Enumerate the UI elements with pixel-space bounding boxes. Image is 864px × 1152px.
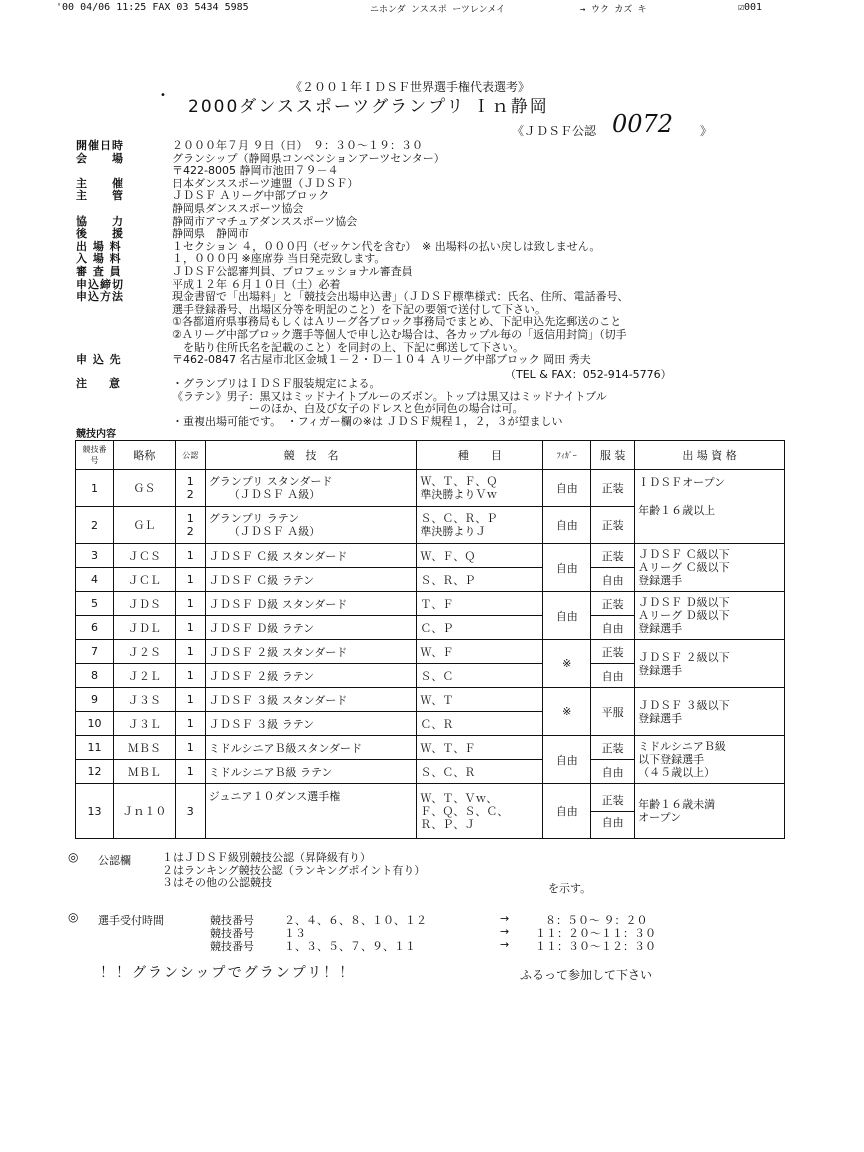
- info-line: 静岡県ダンススポーツ協会: [172, 201, 304, 215]
- cell-abbr: ＧＬ: [113, 507, 175, 544]
- cell-cert: 1: [175, 544, 205, 568]
- cell-dances: Ｃ、Ｐ: [417, 616, 543, 640]
- cert-note-line: １はＪＤＳＦ級別競技公認（昇降級有り）: [162, 851, 371, 864]
- reception-numbers: １、３、５、７、９、１１: [284, 940, 416, 953]
- cell-dress: 正装: [591, 507, 635, 544]
- cell-name: ＪＤＳＦ Ｄ級 ラテン: [205, 616, 417, 640]
- cell-no: 4: [76, 568, 114, 592]
- dances-line: 準決勝よりＪ: [420, 525, 487, 538]
- notes-label: 注 意: [76, 377, 120, 390]
- reception-time: １１：３０～１２：３０: [535, 940, 656, 953]
- info-line: 〒422-8005 静岡市池田７９－４: [172, 164, 339, 178]
- info-row-venue: [76, 153, 856, 178]
- cell-cert: 1: [175, 568, 205, 592]
- qual-spacer: [638, 490, 781, 502]
- cell-abbr: ＪＤＬ: [113, 616, 175, 640]
- info-row-date: [76, 140, 856, 153]
- cell-abbr: ＧＳ: [113, 470, 175, 507]
- title-bullet: •: [160, 90, 166, 101]
- qual-line: 登録選手: [638, 711, 683, 725]
- arrow-right-icon: →: [500, 938, 510, 951]
- header-event-name: 競 技 名: [205, 441, 417, 470]
- cell-abbr: ＭＢＳ: [113, 736, 175, 760]
- cell-cert: [175, 507, 205, 544]
- reception-numbers: １３: [284, 927, 306, 940]
- cell-abbr: Ｊｎ１０: [113, 784, 175, 839]
- info-line: １セクション ４，０００円（ゼッケン代を含む） ※ 出場料の払い戻しは致しません。: [172, 239, 601, 253]
- dances-line: Ｒ、Ｐ、Ｊ: [420, 817, 476, 831]
- info-line: 〒462-0847 名古屋市北区金城１－２・Ｄ－１０４ Ａリーグ中部ブロック 岡田 秀夫: [172, 353, 591, 367]
- cell-name: ＪＤＳＦ Ｃ級 スタンダード: [205, 544, 417, 568]
- cell-dances: Ｗ、Ｆ、Ｑ: [417, 544, 543, 568]
- cell-dress: 自由: [591, 568, 635, 592]
- cert-note-end: を示す。: [548, 882, 592, 895]
- cell-abbr: ＪＤＳ: [113, 592, 175, 616]
- cell-cert: [175, 470, 205, 507]
- info-value: [172, 266, 413, 279]
- cell-qualification: [635, 784, 785, 839]
- cell-no: 11: [76, 736, 114, 760]
- notes-lines: [172, 378, 607, 428]
- cell-name: ＪＤＳＦ Ｃ級 ラテン: [205, 568, 417, 592]
- arrow-right-icon: →: [500, 925, 510, 938]
- header-dances: 種 目: [417, 441, 543, 470]
- cell-name: ＪＤＳＦ ２級 スタンダード: [205, 640, 417, 664]
- cell-dress: 正装: [591, 544, 635, 568]
- arrow-right-icon: →: [500, 912, 510, 925]
- info-line: 静岡市アマチュアダンススポーツ協会: [172, 214, 358, 228]
- qual-line: 年齢１６歳以上: [638, 504, 716, 517]
- info-label: 出 場 料: [76, 239, 122, 253]
- cell-figure: 自由: [543, 507, 591, 544]
- info-row-management: [76, 190, 856, 215]
- cell-no: 9: [76, 688, 114, 712]
- cell-abbr: Ｊ２Ｓ: [113, 640, 175, 664]
- header-certification: 公認: [175, 441, 205, 470]
- info-label: 申込方法: [76, 290, 124, 304]
- cell-no: 13: [76, 784, 114, 839]
- reception-time: １１：２０～１１：３０: [535, 927, 656, 940]
- table-row: [76, 544, 785, 568]
- cert-note-label: 公認欄: [98, 854, 131, 867]
- cell-name: ジュニア１０ダンス選手権: [205, 784, 417, 839]
- cell-dress: [591, 784, 635, 839]
- reception-key: 競技番号: [210, 914, 254, 927]
- cell-dress: 正装: [591, 640, 635, 664]
- info-row-judges: [76, 266, 856, 279]
- info-label: 申 込 先: [76, 353, 122, 367]
- qual-line: （４５歳以上）: [638, 766, 716, 779]
- cell-name: [205, 470, 417, 507]
- note-line: ・重複出場可能です。 ・フィガー欄の※は ＪＤＳＦ規程１，２，３が望ましい: [172, 414, 563, 428]
- cell-qualification: [635, 736, 785, 784]
- info-label: 開催日時: [76, 139, 124, 152]
- qual-line: ＪＤＳＦ Ｃ級以下: [638, 548, 730, 561]
- info-value: [172, 190, 329, 215]
- cell-cert: 1: [175, 688, 205, 712]
- cert-value: 2: [186, 488, 194, 501]
- cell-dances: Ｗ、Ｔ: [417, 688, 543, 712]
- cell-qualification: [635, 592, 785, 640]
- cell-no: 1: [76, 470, 114, 507]
- info-value: [172, 354, 591, 367]
- qual-line: ミドルシニアＢ級: [638, 740, 726, 753]
- cell-dress: 正装: [591, 736, 635, 760]
- cell-abbr: Ｊ３Ｌ: [113, 712, 175, 736]
- dress-line: 自由: [591, 811, 634, 829]
- cell-abbr: Ｊ２Ｌ: [113, 664, 175, 688]
- cell-cert: 3: [175, 784, 205, 839]
- header-abbreviation: 略称: [113, 441, 175, 470]
- info-label: 主 催: [76, 176, 124, 190]
- cell-dances: Ｓ、Ｒ、Ｐ: [417, 568, 543, 592]
- info-row-address: [76, 354, 856, 367]
- info-value: [172, 228, 249, 241]
- info-label: 入 場 料: [76, 252, 122, 266]
- cell-abbr: ＪＣＳ: [113, 544, 175, 568]
- info-label: 後 援: [76, 227, 124, 241]
- cell-no: 3: [76, 544, 114, 568]
- cell-no: 10: [76, 712, 114, 736]
- cert-note-line: ２はランキング競技公認（ランキングポイント有り）: [162, 863, 426, 877]
- cell-name: ＪＤＳＦ ３級 ラテン: [205, 712, 417, 736]
- cell-abbr: ＪＣＬ: [113, 568, 175, 592]
- cell-name: ミドルシニアＢ級スタンダード: [205, 736, 417, 760]
- contact-phone: （TEL & FAX：052-914-5776）: [505, 368, 672, 381]
- qual-line: 登録選手: [638, 622, 683, 635]
- qual-line: ＪＤＳＦ Ｄ級以下: [638, 596, 730, 609]
- certification-close: 》: [700, 124, 713, 138]
- name-line: グランプリ スタンダード: [208, 475, 333, 488]
- header-event-no: 競技番号: [76, 441, 114, 470]
- cell-cert: 1: [175, 640, 205, 664]
- cell-dress: 正装: [591, 592, 635, 616]
- info-label: 審 査 員: [76, 264, 122, 278]
- note-line: ・グランプリはＩＤＳＦ服装規定による。: [172, 377, 381, 390]
- cell-dances: [417, 470, 543, 507]
- qual-line: ＪＤＳＦ ３級以下: [638, 698, 730, 712]
- notes-block: [76, 378, 607, 428]
- cert-note-line: ３はその他の公認競技: [162, 876, 272, 890]
- cell-dress: 自由: [591, 664, 635, 688]
- cell-dances: [417, 507, 543, 544]
- info-line: ＪＤＳＦ Ａリーグ中部ブロック: [172, 189, 330, 203]
- header-qualification: 出 場 資 格: [635, 441, 785, 470]
- cert-value: 1: [186, 475, 194, 488]
- qual-line: ＩＤＳＦオープン: [638, 476, 726, 489]
- cell-dress: 正装: [591, 470, 635, 507]
- info-line: 平成１２年 ６月１０日（土）必着: [172, 277, 341, 291]
- info-line: １，０００円 ※座席券 当日発売致します。: [172, 252, 386, 266]
- info-value: [172, 291, 629, 354]
- events-label: 競技内容: [76, 429, 116, 440]
- cert-note-mark: ◎: [68, 850, 79, 864]
- table-row: [76, 736, 785, 760]
- dances-line: 準決勝よりＶｗ: [420, 488, 498, 501]
- info-line: を貼り住所氏名を記載のこと）を同封の上、下記に郵送して下さい。: [172, 340, 524, 354]
- cell-dances: Ｗ、Ｆ: [417, 640, 543, 664]
- cell-name: ＪＤＳＦ Ｄ級 スタンダード: [205, 592, 417, 616]
- qual-line: 以下登録選手: [638, 753, 705, 766]
- notes-row: [76, 378, 607, 428]
- cell-no: 2: [76, 507, 114, 544]
- qual-line: オープン: [638, 811, 682, 824]
- info-line: グランシップ（静岡県コンベンションアーツセンター）: [172, 151, 445, 165]
- qual-line: 登録選手: [638, 574, 683, 587]
- cell-figure: 自由: [543, 592, 591, 640]
- cell-dress: 自由: [591, 760, 635, 784]
- info-label: 主 管: [76, 189, 124, 203]
- table-row: [76, 640, 785, 664]
- info-line: 選手登録番号、出場区分等を明記のこと）を下記の要領で送付して下さい。: [172, 302, 546, 316]
- cell-qualification: [635, 640, 785, 688]
- cell-figure: ※: [543, 688, 591, 736]
- cell-figure: 自由: [543, 544, 591, 592]
- qual-line: ＪＤＳＦ ２級以下: [638, 650, 730, 664]
- cell-name: ＪＤＳＦ ２級 ラテン: [205, 664, 417, 688]
- fax-sender-line: '00 04/06 11:25 FAX 03 5434 5985: [56, 2, 249, 13]
- table-row: [76, 784, 785, 839]
- note-line: 《ラテン》男子：黒又はミッドナイトブルーのズボン。トップは黒又はミッドナイトブル: [172, 389, 607, 403]
- reception-time: ８：５０～ ９：２０: [545, 914, 648, 927]
- fax-sender-name: ニホンダ ンススポ ーツレンメイ: [370, 5, 506, 15]
- info-value: [172, 140, 423, 153]
- cell-dances: Ｃ、Ｒ: [417, 712, 543, 736]
- cell-dances: Ｓ、Ｃ: [417, 664, 543, 688]
- fax-recipient: → ウク カズ キ: [580, 5, 647, 15]
- qual-line: Ａリーグ Ｄ級以下: [638, 609, 730, 622]
- slogan-tail: ふるって参加して下さい: [520, 968, 653, 982]
- cell-cert: 1: [175, 736, 205, 760]
- cell-dress: 平服: [591, 688, 635, 736]
- cell-no: 6: [76, 616, 114, 640]
- table-row: [76, 688, 785, 712]
- dress-line: 正装: [601, 793, 624, 807]
- cell-qualification: [635, 544, 785, 592]
- table-header-row: [76, 441, 785, 470]
- info-line: 日本ダンススポーツ連盟（ＪＤＳＦ）: [172, 176, 359, 190]
- info-line: ②Ａリーグ中部ブロック選手等個人で申し込む場合は、各カップル毎の「返信用封筒」（切手: [172, 327, 627, 341]
- info-label: 申込締切: [76, 277, 124, 291]
- cell-abbr: ＭＢＬ: [113, 760, 175, 784]
- reception-mark: ◎: [68, 910, 79, 924]
- cell-no: 5: [76, 592, 114, 616]
- cell-dances: [417, 784, 543, 839]
- info-line: ＪＤＳＦ公認審判員、プロフェッショナル審査員: [172, 264, 413, 278]
- info-label: 協 力: [76, 214, 124, 228]
- cell-qualification: [635, 688, 785, 736]
- cell-figure: ※: [543, 640, 591, 688]
- info-value: [172, 153, 445, 178]
- slogan: ！！グランシップでグランプリ！！: [100, 965, 356, 981]
- document-subtitle: 《２００１年ＩＤＳＦ世界選手権代表選考》: [290, 80, 531, 94]
- name-line: （ＪＤＳＦ Ａ級）: [228, 488, 321, 501]
- qual-line: 年齢１６歳未満: [638, 798, 716, 811]
- event-info-list: [76, 140, 856, 367]
- note-line: ーのほか、白及び女子のドレスと色が同色の場合は可。: [172, 402, 524, 416]
- qual-line: 登録選手: [638, 663, 683, 677]
- header-dress: 服 装: [591, 441, 635, 470]
- events-table: [75, 440, 785, 839]
- fax-page-number: ☑001: [738, 2, 763, 13]
- reception-numbers: ２、４、６、８、１０、１２: [284, 914, 427, 927]
- cell-dances: Ｗ、Ｔ、Ｆ: [417, 736, 543, 760]
- info-row-method: [76, 291, 856, 354]
- name-line: （ＪＤＳＦ Ａ級）: [228, 525, 321, 538]
- cell-cert: 1: [175, 592, 205, 616]
- cert-value: 2: [186, 525, 194, 538]
- cell-name: ミドルシニアＢ級 ラテン: [205, 760, 417, 784]
- cert-value: 1: [186, 512, 194, 525]
- cell-cert: 1: [175, 712, 205, 736]
- cell-cert: 1: [175, 760, 205, 784]
- info-line: 現金書留で「出場料」と「競技会出場申込書」（ＪＤＳＦ標準様式：氏名、住所、電話番号、: [172, 290, 629, 304]
- info-label: 会 場: [76, 151, 124, 165]
- cell-dress: 自由: [591, 616, 635, 640]
- dances-line: Ｆ、Ｑ、Ｓ、Ｃ、: [420, 804, 509, 818]
- info-line: 静岡県 静岡市: [172, 227, 249, 241]
- dances-line: Ｓ、Ｃ、Ｒ、Ｐ: [420, 512, 498, 525]
- table-row: [76, 470, 785, 507]
- cell-figure: 自由: [543, 784, 591, 839]
- cell-no: 7: [76, 640, 114, 664]
- cell-qualification: [635, 470, 785, 544]
- cell-no: 12: [76, 760, 114, 784]
- cell-abbr: Ｊ３Ｓ: [113, 688, 175, 712]
- header-figure: ﾌｨｶﾞｰ: [543, 441, 591, 470]
- cell-cert: 1: [175, 664, 205, 688]
- cell-figure: 自由: [543, 736, 591, 784]
- reception-label: 選手受付時間: [98, 914, 164, 927]
- name-line: グランプリ ラテン: [208, 512, 300, 525]
- cell-dances: Ｔ、Ｆ: [417, 592, 543, 616]
- table-row: [76, 592, 785, 616]
- certification-number-handwritten: 0072: [612, 110, 674, 138]
- cert-note-lines: [162, 852, 425, 890]
- certification-label: 《ＪＤＳＦ公認: [512, 124, 597, 138]
- info-row-support: [76, 228, 856, 241]
- dances-line: Ｗ、Ｔ、Ｖｗ、: [420, 791, 498, 805]
- cell-dances: Ｓ、Ｃ、Ｒ: [417, 760, 543, 784]
- cell-name: [205, 507, 417, 544]
- cell-name: ＪＤＳＦ ３級 スタンダード: [205, 688, 417, 712]
- reception-key: 競技番号: [210, 927, 254, 940]
- reception-key: 競技番号: [210, 940, 254, 953]
- info-line: ２０００年７月 ９日（日） ９：３０～１９：３０: [172, 139, 423, 152]
- info-line: ①各都道府県事務局もしくはＡリーグ各ブロック事務局でまとめ、下記申込先迄郵送のこと: [172, 315, 622, 329]
- document-title: 2000ダンススポーツグランプリ Ｉｎ静岡: [188, 97, 549, 117]
- cell-no: 8: [76, 664, 114, 688]
- qual-line: Ａリーグ Ｃ級以下: [638, 561, 730, 574]
- dances-line: Ｗ、Ｔ、Ｆ、Ｑ: [420, 475, 498, 488]
- cell-figure: 自由: [543, 470, 591, 507]
- cell-cert: 1: [175, 616, 205, 640]
